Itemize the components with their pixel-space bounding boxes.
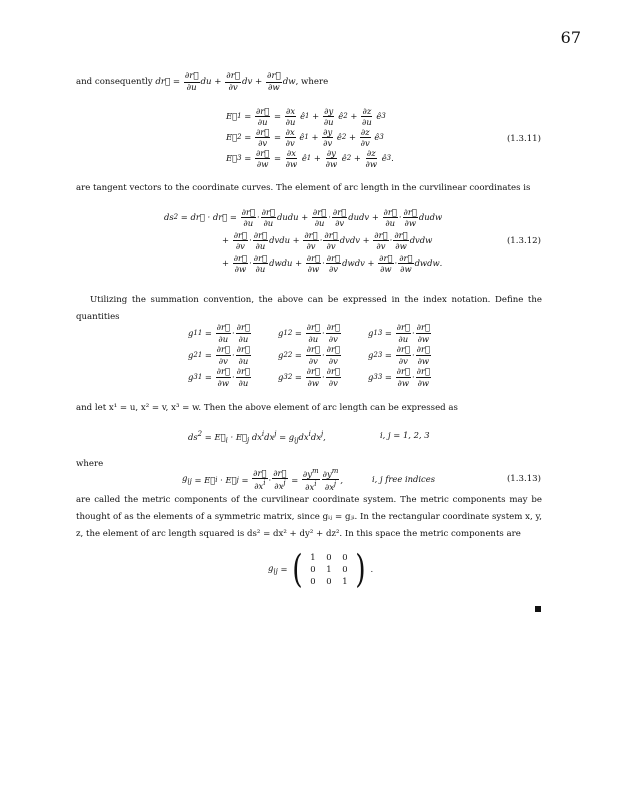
equation-1-3-13: $g_{ij}$ = E⃗ i · E⃗ j = $\frac{\partial r⃗}{\partial x^i}$ · $\frac{\partial r⃗}{\partial x^j}$ = $\frac{\partial y^m}{\partial x^i}$ $\frac{\partial y^m}{\partial x^j}$ ,: [182, 467, 343, 492]
matrix-cell: 1: [326, 564, 332, 574]
where-text: , where: [295, 76, 329, 87]
paragraph-where: where: [76, 459, 104, 469]
equation-number-1-3-13: (1.3.13): [506, 474, 541, 484]
equation-number-1-3-11: (1.3.11): [506, 134, 541, 144]
paragraph-metric-components: are called the metric components of the curvilinear coordinate system. The metric components may be thought of as the elements of a symmetric matrix, since gᵢⱼ = gⱼᵢ. In the rectangular coordinate system x, y, z, the element of arc length squared is ds² = dx² + dy² + dz². In this space the metric components are: [76, 495, 542, 539]
matrix-cell: 1: [342, 576, 348, 586]
consequently-text: and consequently: [76, 76, 153, 87]
identity-matrix: ( 1 0 0 0 1 0 0 0 1 ): [292, 547, 366, 591]
matrix-cell: 0: [310, 576, 316, 586]
equation-arc-index: $ds^2$ = $E⃗_i$ · $E⃗_j$ $dx^idx^j = g_{ij}dx^idx^j$,: [188, 430, 326, 445]
equation-number-1-3-12: (1.3.12): [506, 236, 541, 246]
matrix-cell: 0: [326, 552, 332, 562]
arc-index-range: i, j = 1, 2, 3: [380, 430, 430, 440]
free-indices-note: i, j free indices: [372, 474, 435, 484]
matrix-cell: 0: [310, 564, 316, 574]
equation-1-3-12: ds 2 = dr⃗ · dr⃗ = $\frac{\partial r⃗}{\partial u}$ · $\frac{\partial r⃗}{\partial u}$ dudu + $\frac{\partial r⃗}{\partial u}$ · $\frac{\partial r⃗}{\partial v}$ dudv + $\frac{\partial r⃗}{\partial u}$ · $\frac{\partial r⃗}{\partial w}$ dudw + $\frac{\partial r⃗}{\partial v}$ · $\frac{\partial r⃗}{\partial u}$ dvdu + $\frac{\partial r⃗}{\partial v}$ · $\frac{\partial r⃗}{\partial v}$ dvdv + $\frac{\partial r⃗}{\partial v}$ · $\frac{\partial r⃗}{\partial w}$ dvdw + $\frac{\partial r⃗}{\partial w}$ · $\frac{\partial r⃗}{\partial u}$ dwdu + $\frac{\partial r⃗}{\partial w}$ · $\frac{\partial r⃗}{\partial v}$ dwdv + $\frac{\partial r⃗}{\partial w}$ · $\frac{\partial r⃗}{\partial w}$ dwdw .: [164, 206, 443, 274]
dr-expression: and consequently dr⃗ = $\frac{\partial r⃗}{\partial u}$ du + $\frac{\partial r⃗}{\partial v}$ dv + $\frac{\partial r⃗}{\partial w}$ dw , where: [76, 71, 329, 93]
matrix-cell: 0: [342, 564, 348, 574]
end-of-proof-square: [535, 606, 541, 612]
paragraph-tangent-vectors: are tangent vectors to the coordinate curves. The element of arc length in the curvilinear coordinates is: [76, 183, 531, 193]
matrix-cell: 1: [310, 552, 316, 562]
identity-matrix-equation: $g_{ij}$ = ( 1 0 0 0 1 0 0 0 1 ) .: [268, 547, 374, 591]
paragraph-summation: Utilizing the summation convention, the above can be expressed in the index notation. Define the quantities: [76, 295, 542, 322]
matrix-cell: 0: [342, 552, 348, 562]
paragraph-consequently: [76, 72, 542, 92]
matrix-cell: 0: [326, 576, 332, 586]
page-number: 67: [560, 28, 581, 47]
equation-1-3-11: E⃗ 1 = $\frac{\partial r⃗}{\partial u}$ = $\frac{\partial x}{\partial u}$ ê 1 + $\frac{\partial y}{\partial u}$ ê 2 + $\frac{\partial z}{\partial u}$ ê 3 E⃗ 2 = $\frac{\partial r⃗}{\partial v}$ = $\frac{\partial x}{\partial v}$ ê 1 + $\frac{\partial y}{\partial v}$ ê 2 + $\frac{\partial z}{\partial v}$ ê 3 E⃗ 3 = $\frac{\partial r⃗}{\partial w}$ = $\frac{\partial x}{\partial w}$ ê 1 + $\frac{\partial y}{\partial w}$ ê 2 + $\frac{\partial z}{\partial w}$ ê 3 .: [226, 105, 394, 169]
paragraph-let-x: and let x¹ = u, x² = v, x³ = w. Then the above element of arc length can be expressed as: [76, 403, 458, 413]
metric-definitions: g 11 = $\frac{\partial r⃗}{\partial u}$ · $\frac{\partial r⃗}{\partial u}$ g 12 = $\frac{\partial r⃗}{\partial u}$ · $\frac{\partial r⃗}{\partial v}$ g 13 = $\frac{\partial r⃗}{\partial u}$ · $\frac{\partial r⃗}{\partial w}$ g 21 = $\frac{\partial r⃗}{\partial v}$ · $\frac{\partial r⃗}{\partial u}$ g 22 = $\frac{\partial r⃗}{\partial v}$ · $\frac{\partial r⃗}{\partial v}$ g 23 = $\frac{\partial r⃗}{\partial v}$ · $\frac{\partial r⃗}{\partial w}$ g 31 = $\frac{\partial r⃗}{\partial w}$ · $\frac{\partial r⃗}{\partial u}$ g 32 = $\frac{\partial r⃗}{\partial w}$ · $\frac{\partial r⃗}{\partial v}$ g 33 = $\frac{\partial r⃗}{\partial w}$ · $\frac{\partial r⃗}{\partial w}$: [188, 322, 431, 388]
